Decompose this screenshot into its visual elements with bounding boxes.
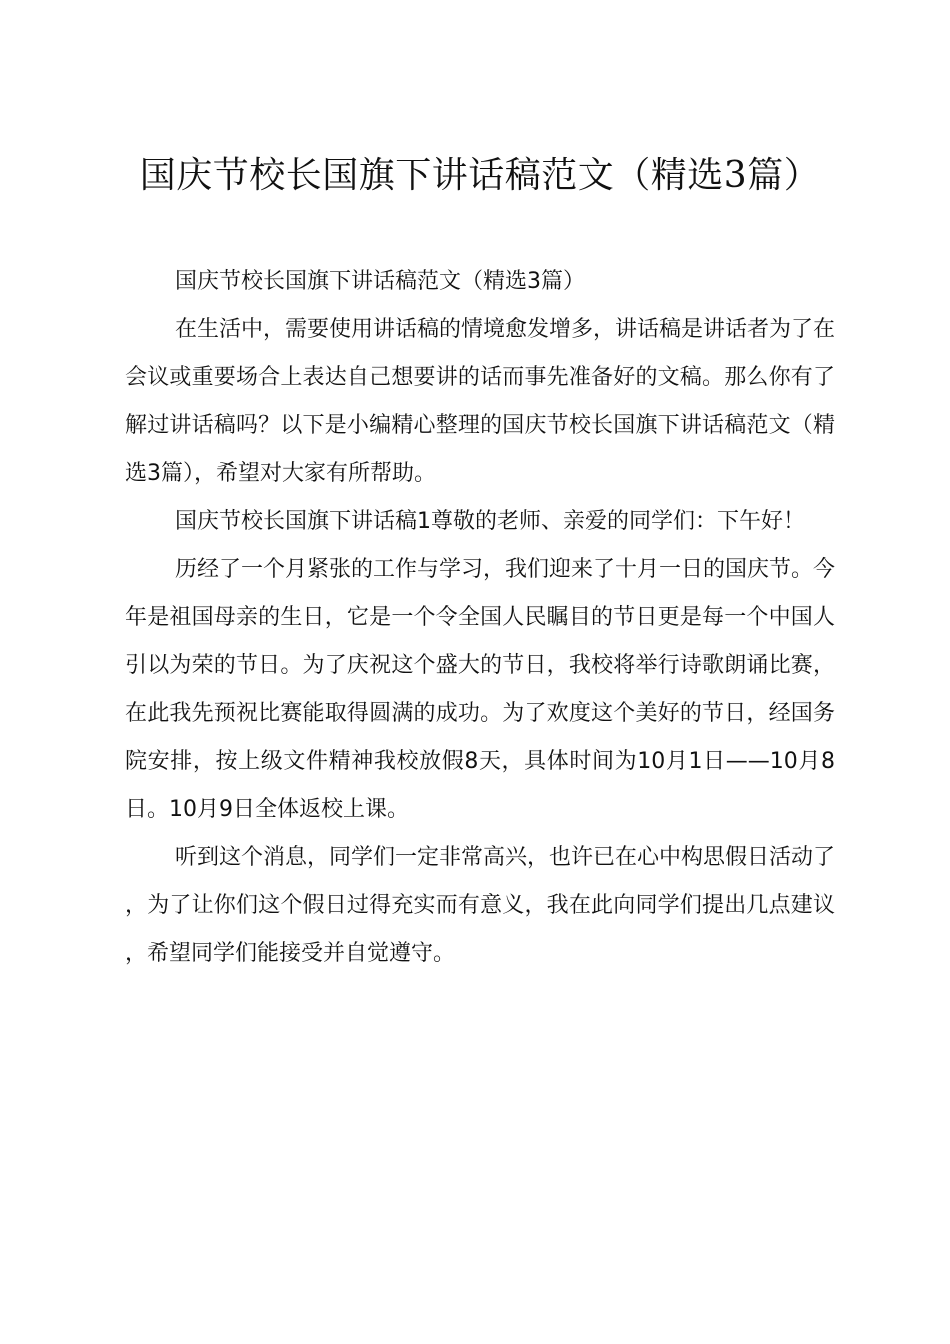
paragraph-greeting: 国庆节校长国旗下讲话稿1尊敬的老师、亲爱的同学们：下午好！ — [175, 509, 805, 534]
document-title: 国庆节校长国旗下讲话稿范文（精选3篇） — [139, 155, 821, 196]
paragraph-subtitle: 国庆节校长国旗下讲话稿范文（精选3篇） — [175, 269, 585, 294]
paragraph-intro: 在生活中，需要使用讲话稿的情境愈发增多，讲话稿是讲话者为了在会议或重要场合上表达自己想要讲的话而事先准备好的文稿。那么你有了解过讲话稿吗？以下是小编精心整理的国庆节校长国旗下讲话稿范文（精选3篇），希望对大家有所帮助。 — [125, 317, 836, 486]
paragraph-holiday-notice: 历经了一个月紧张的工作与学习，我们迎来了十月一日的国庆节。今年是祖国母亲的生日，它是一个令全国人民瞩目的节日更是每一个中国人引以为荣的节日。为了庆祝这个盛大的节日，我校将举行诗歌朗诵比赛，在此我先预祝比赛能取得圆满的成功。为了欢度这个美好的节日，经国务院安排，按上级文件精神我校放假8天，具体时间为10月1日——10月8日。10月9日全体返校上课。 — [125, 557, 836, 822]
document-body — [125, 258, 835, 978]
paragraph-suggestions: 听到这个消息，同学们一定非常高兴，也许已在心中构思假日活动了，为了让你们这个假日过得充实而有意义，我在此向同学们提出几点建议，希望同学们能接受并自觉遵守。 — [125, 845, 836, 966]
